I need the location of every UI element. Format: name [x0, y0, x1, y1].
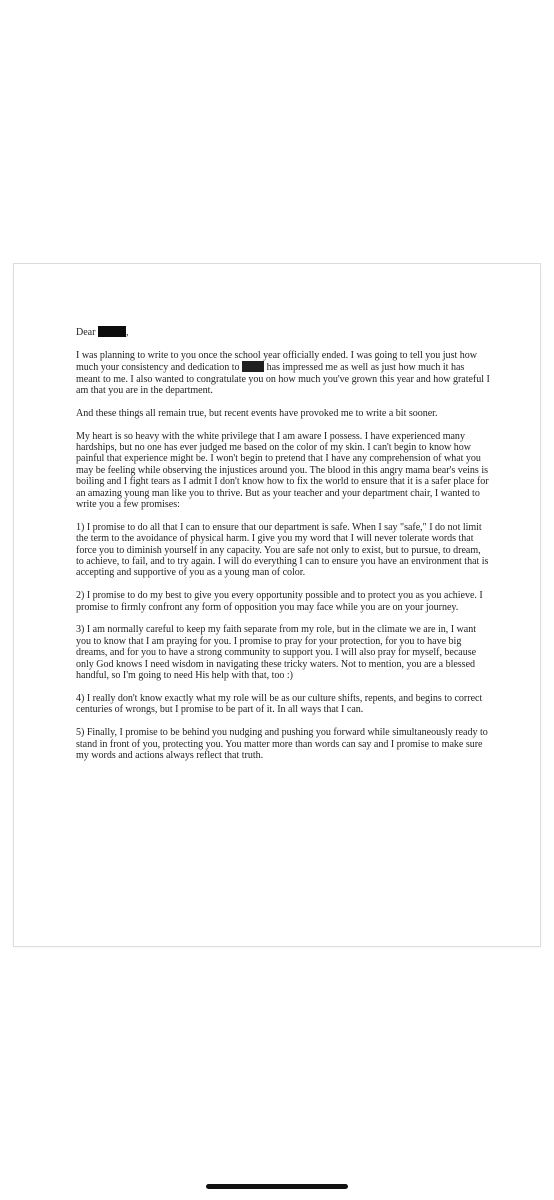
salutation-suffix: ,: [125, 327, 129, 338]
paragraph-3: My heart is so heavy with the white privilege that I am aware I possess. I have experienced many hardships, but no one has ever judged me based on the color of my skin. I can't begin to know how painful that experience might be. I won't begin to pretend that I have any comprehension of what you may be feeling while observing the injustices around you. The blood in this angry mama bear's veins is boiling and I fight tears as I admit I don't know how to fix the world to ensure that it is a safer place for an amazing young man like you to thrive. But as your teacher and your department chair, I wanted to write you a few promises:: [76, 430, 489, 511]
salutation: [76, 326, 490, 338]
redacted-school: [242, 361, 264, 372]
paragraph-1-before: I was planning to write to you once the school year officially ended. I was going to tell you just how much your consistency and dedication to: [76, 349, 477, 374]
paragraph-1: [76, 350, 490, 397]
promise-4: 4) I really don't know exactly what my role will be as our culture shifts, repents, and begins to correct centuries of wrongs, but I promise to be part of it. In all ways that I can.: [76, 692, 483, 716]
redacted-name: [98, 326, 126, 337]
paragraph-1-after: has impressed me as well as just how much it has meant to me. I also wanted to congratulate you on how much you've grown this year and how grateful I am that you are in the department.: [76, 362, 490, 397]
salutation-prefix: Dear: [76, 327, 96, 338]
paragraph-2: And these things all remain true, but recent events have provoked me to write a bit sooner.: [76, 407, 438, 419]
letter-page: [14, 264, 540, 946]
promise-3: 3) I am normally careful to keep my faith separate from my role, but in the climate we are in, I want you to know that I am praying for you. I promise to pray for your protection, for you to have big dreams, and for you to have a strong community to support you. I will also pray for myself, because only God knows I need wisdom in navigating these tricky waters. Not to mention, you are a blessed handful, so I'm going to need His help with that, too :): [76, 624, 477, 682]
promise-1: 1) I promise to do all that I can to ensure that our department is safe. When I say "safe," I do not limit the term to the avoidance of physical harm. I give you my word that I will never tolerate words that force you to diminish yourself in any capacity. You are safe not only to exist, but to pursue, to dream, to achieve, to fail, and to try again. I will do everything I can to ensure you have an environment that is accepting and supportive of you as a young man of color.: [76, 521, 489, 579]
promise-2: 2) I promise to do my best to give you every opportunity possible and to protect you as you achieve. I promise to firmly confront any form of opposition you may face while you are on your journey.: [76, 590, 483, 613]
home-indicator[interactable]: [206, 1184, 348, 1189]
promise-5: 5) Finally, I promise to be behind you nudging and pushing you forward while simultaneously ready to stand in front of you, protecting you. You matter more than words can say and I promise to make sure my words and actions always reflect that truth.: [76, 727, 488, 761]
letter-body: [76, 326, 490, 773]
